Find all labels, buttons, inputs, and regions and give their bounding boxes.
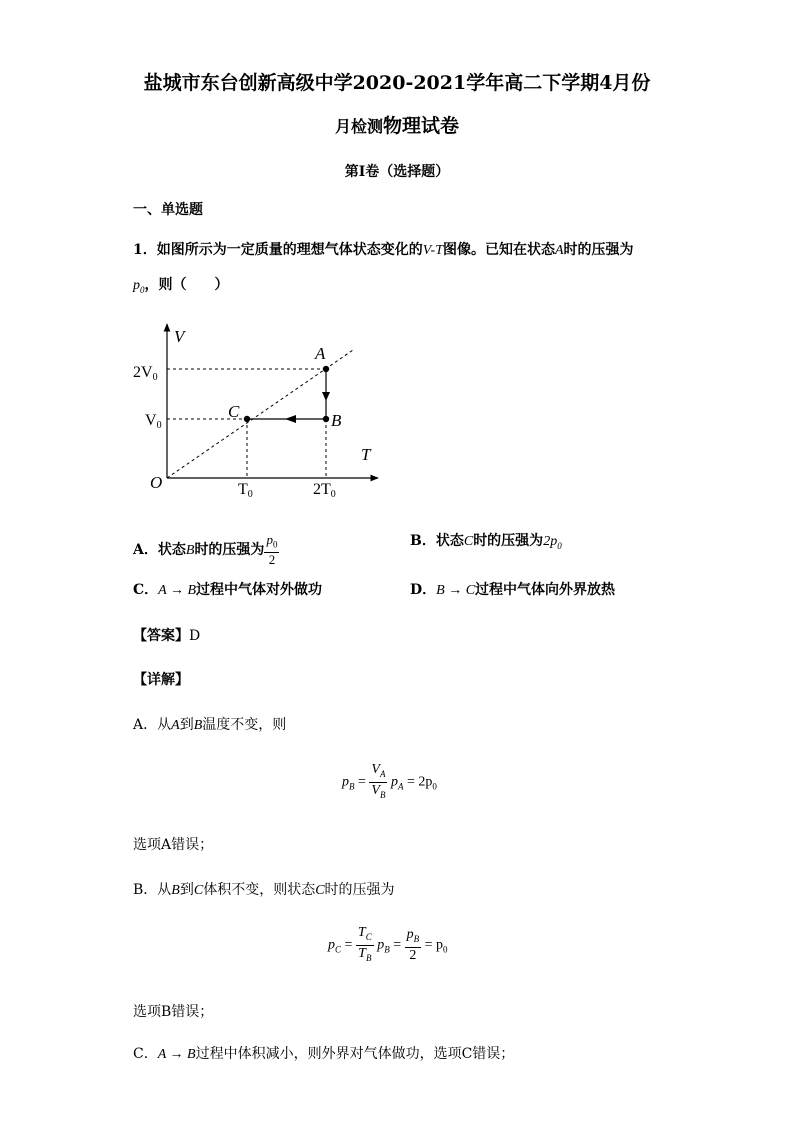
equation-b: $p_C$ = $\frac{T_C}{T_B}$ $p_B$ = $\frac{p_B}{2}$ = $p_0$ xyxy=(328,925,448,963)
explanation-a: A．从A到B温度不变，则 xyxy=(133,717,287,733)
label-2v0: 2V0 xyxy=(133,364,158,383)
paper-title-line2 xyxy=(0,111,794,138)
option-a-fraction: $\frac{p_0}{2}$ xyxy=(266,532,278,567)
point-b-dot xyxy=(323,416,329,422)
label-t0: T0 xyxy=(238,481,253,500)
question-stem: 1．如图所示为一定质量的理想气体状态变化的V-T图像。已知在状态A时的压强为 xyxy=(133,242,634,258)
label-v0: V0 xyxy=(145,412,162,431)
option-b[interactable]: B．状态C时的压强为$2p_0$ xyxy=(410,533,562,551)
point-c-dot xyxy=(244,416,250,422)
point-b-label: B xyxy=(331,411,342,430)
question-number: 1． xyxy=(133,242,157,258)
label-2t0: 2T0 xyxy=(313,481,336,500)
title-part-b: 物理试卷 xyxy=(383,115,460,137)
question-stem-continued: $p_0$，则（ ） xyxy=(133,277,229,295)
option-d[interactable]: D．B → C过程中气体向外界放热 xyxy=(410,582,616,598)
explanation-b: B．从B到C体积不变，则状态C时的压强为 xyxy=(133,882,395,898)
paper-title-line1: 盐城市东台创新高级中学2020-2021学年高二下学期4月份 xyxy=(143,72,651,94)
arrow-b-c xyxy=(285,415,296,423)
explanation-a-result: 选项A错误； xyxy=(133,837,214,853)
point-a-dot xyxy=(323,366,329,372)
vt-graph xyxy=(130,318,390,504)
option-c[interactable]: C．A → B过程中气体对外做功 xyxy=(133,582,323,598)
answer-line: 【答案】D xyxy=(133,628,201,644)
option-a[interactable]: A．状态B时的压强为 $\frac{p_0}{2}$ xyxy=(133,532,278,567)
origin-label: O xyxy=(150,473,163,492)
arrow-a-b xyxy=(322,392,330,401)
explanation-c: C．A → B过程中体积减小，则外界对气体做功，选项C错误； xyxy=(133,1046,515,1062)
detail-heading: 【详解】 xyxy=(133,672,189,688)
explanation-b-result: 选项B错误； xyxy=(133,1004,214,1020)
title-part-a: 月检测 xyxy=(334,117,383,136)
equation-a: $p_B$ = $\frac{V_A}{V_B}$ $p_A = 2p_0$ xyxy=(342,762,437,800)
point-a-label: A xyxy=(315,344,326,363)
point-c-label: C xyxy=(228,402,240,421)
section-heading: 一、单选题 xyxy=(133,202,203,218)
v-axis-label: V xyxy=(174,327,185,346)
t-axis-label: T xyxy=(361,445,371,464)
part-heading: 第I卷（选择题） xyxy=(344,164,450,180)
